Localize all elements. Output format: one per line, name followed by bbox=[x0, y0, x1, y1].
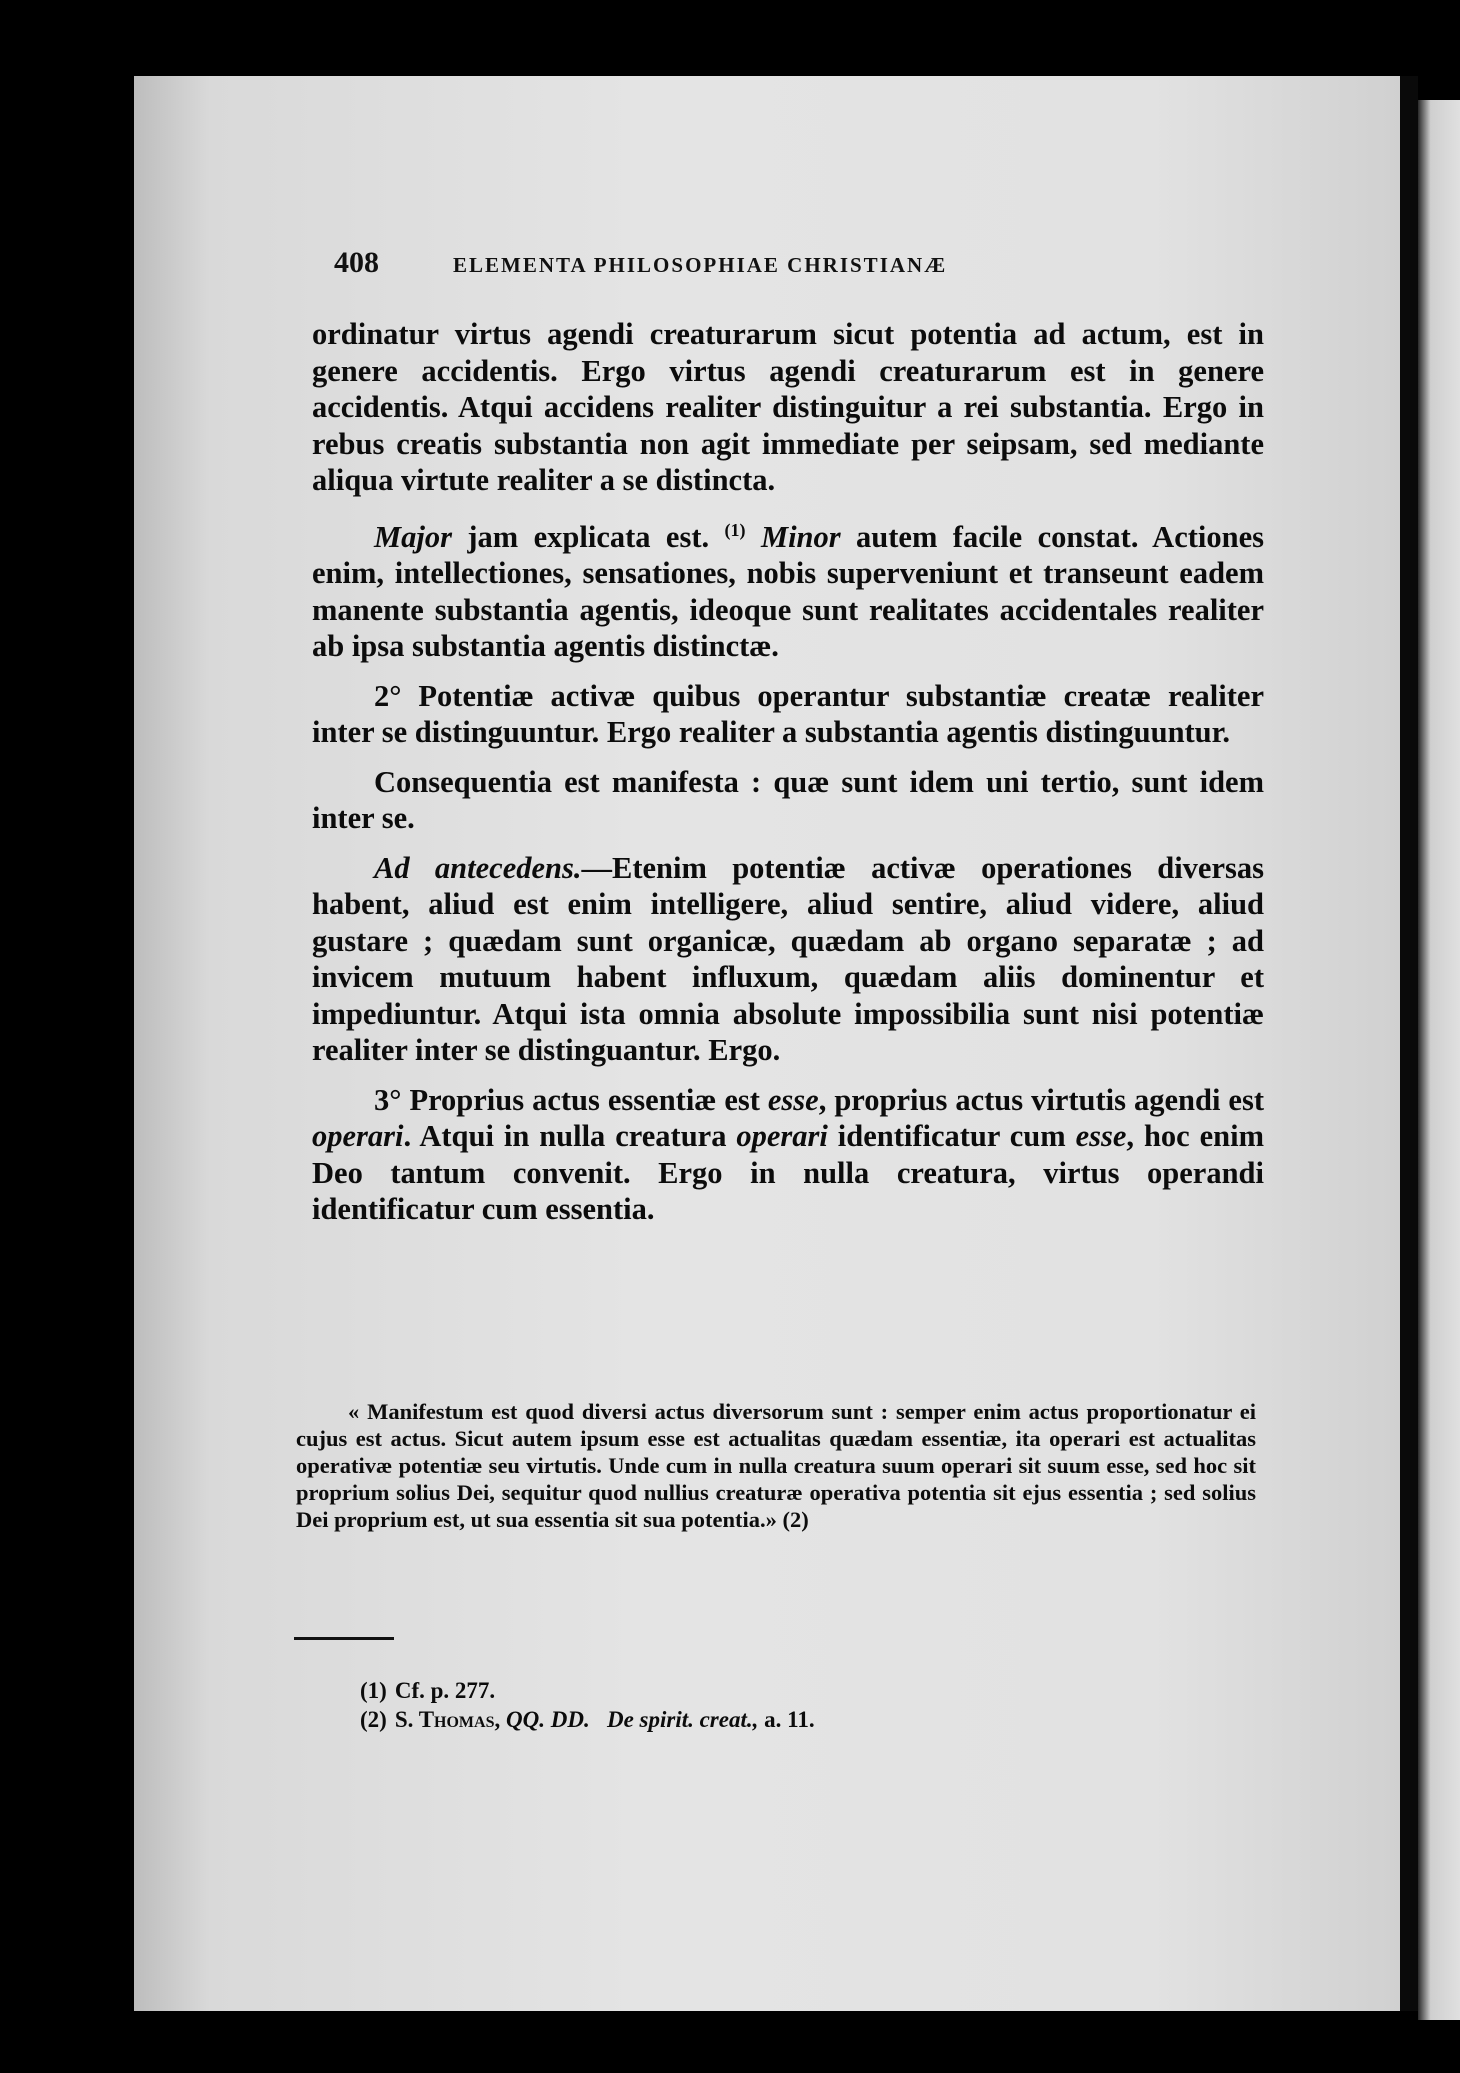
paragraph-5: Ad antecedens.—Etenim potentiæ activæ operationes diversas habent, aliud est enim intelligere, aliud sentire, aliud videre, aliud gustare ; quædam sunt organicæ, quædam ab organo separatæ ; ad invicem mutuum habent influxum, quædam aliis dominentur et impediuntur. Atqui ista omnia absolute impossibilia sunt nisi potentiæ realiter inter se distinguantur. Ergo. bbox=[312, 850, 1264, 1068]
body-text bbox=[312, 316, 1264, 1241]
paragraph-2: Major jam explicata est. $^{(1)}$ Minor autem facile constat. Actiones enim, intellectiones, sensationes, nobis superveniunt et transeunt eadem manente substantia agentis, ideoque sunt realitates accidentales realiter ab ipsa substantia agentis distinctæ. bbox=[312, 519, 1264, 664]
paragraph-3: 2° Potentiæ activæ quibus operantur substantiæ creatæ realiter inter se distinguuntur. Ergo realiter a substantia agentis distinguuntur. bbox=[312, 678, 1264, 750]
header-title: ELEMENTA PHILOSOPHIAE CHRISTIANÆ bbox=[453, 253, 948, 277]
footnote-2: (2) S. Thomas, QQ. DD. De spirit. creat., a. 11. bbox=[360, 1707, 815, 1732]
quote-text: « Manifestum est quod diversi actus diversorum sunt : semper enim actus proportionatur ei cujus est actus. Sicut autem ipsum esse est actualitas quædam essentiæ, ita operari est actualitas operativæ potentiæ seu virtutis. Unde cum in nulla creatura suum operari sit suum esse, sed hoc sit proprium solius Dei, sequitur quod nullius creaturæ operativa potentia sit ejus essentia ; sed solius Dei proprium est, ut sua essentia sit sua potentia.» bbox=[296, 1399, 1256, 1532]
major-label: Major bbox=[374, 519, 452, 554]
page-number: 408 bbox=[334, 246, 379, 279]
footnote-divider bbox=[294, 1637, 394, 1640]
ad-antecedens-label: Ad antecedens. bbox=[374, 850, 582, 885]
paragraph-1: ordinatur virtus agendi creaturarum sicut potentia ad actum, est in genere accidentis. Ergo virtus agendi creaturarum est in genere accidentis. Atqui accidens realiter distinguitur a rei substantia. Ergo in rebus creatis substantia non agit immediate per seipsam, sed mediante aliqua virtute realiter a se distincta. bbox=[312, 317, 1264, 497]
adjacent-page-edge bbox=[1418, 100, 1460, 2020]
minor-label: Minor bbox=[760, 519, 841, 554]
paragraph-6: 3° Proprius actus essentiæ est esse, proprius actus virtutis agendi est operari. Atqui in nulla creatura operari identificatur cum esse, hoc enim Deo tantum convenit. Ergo in nulla creatura, virtus operandi identificatur cum essentia. bbox=[312, 1082, 1264, 1227]
running-head bbox=[334, 246, 1334, 280]
footnotes bbox=[360, 1676, 1260, 1734]
footnote-ref-2: (2) bbox=[776, 1507, 809, 1532]
footnote-1: (1) Cf. p. 277. bbox=[360, 1678, 496, 1703]
paragraph-4: Consequentia est manifesta : quæ sunt idem uni tertio, sunt idem inter se. bbox=[312, 764, 1264, 836]
footnote-ref-1: (1) bbox=[724, 519, 746, 540]
block-quote bbox=[296, 1398, 1256, 1533]
page-gutter bbox=[1400, 76, 1418, 2011]
book-page bbox=[134, 76, 1404, 2011]
